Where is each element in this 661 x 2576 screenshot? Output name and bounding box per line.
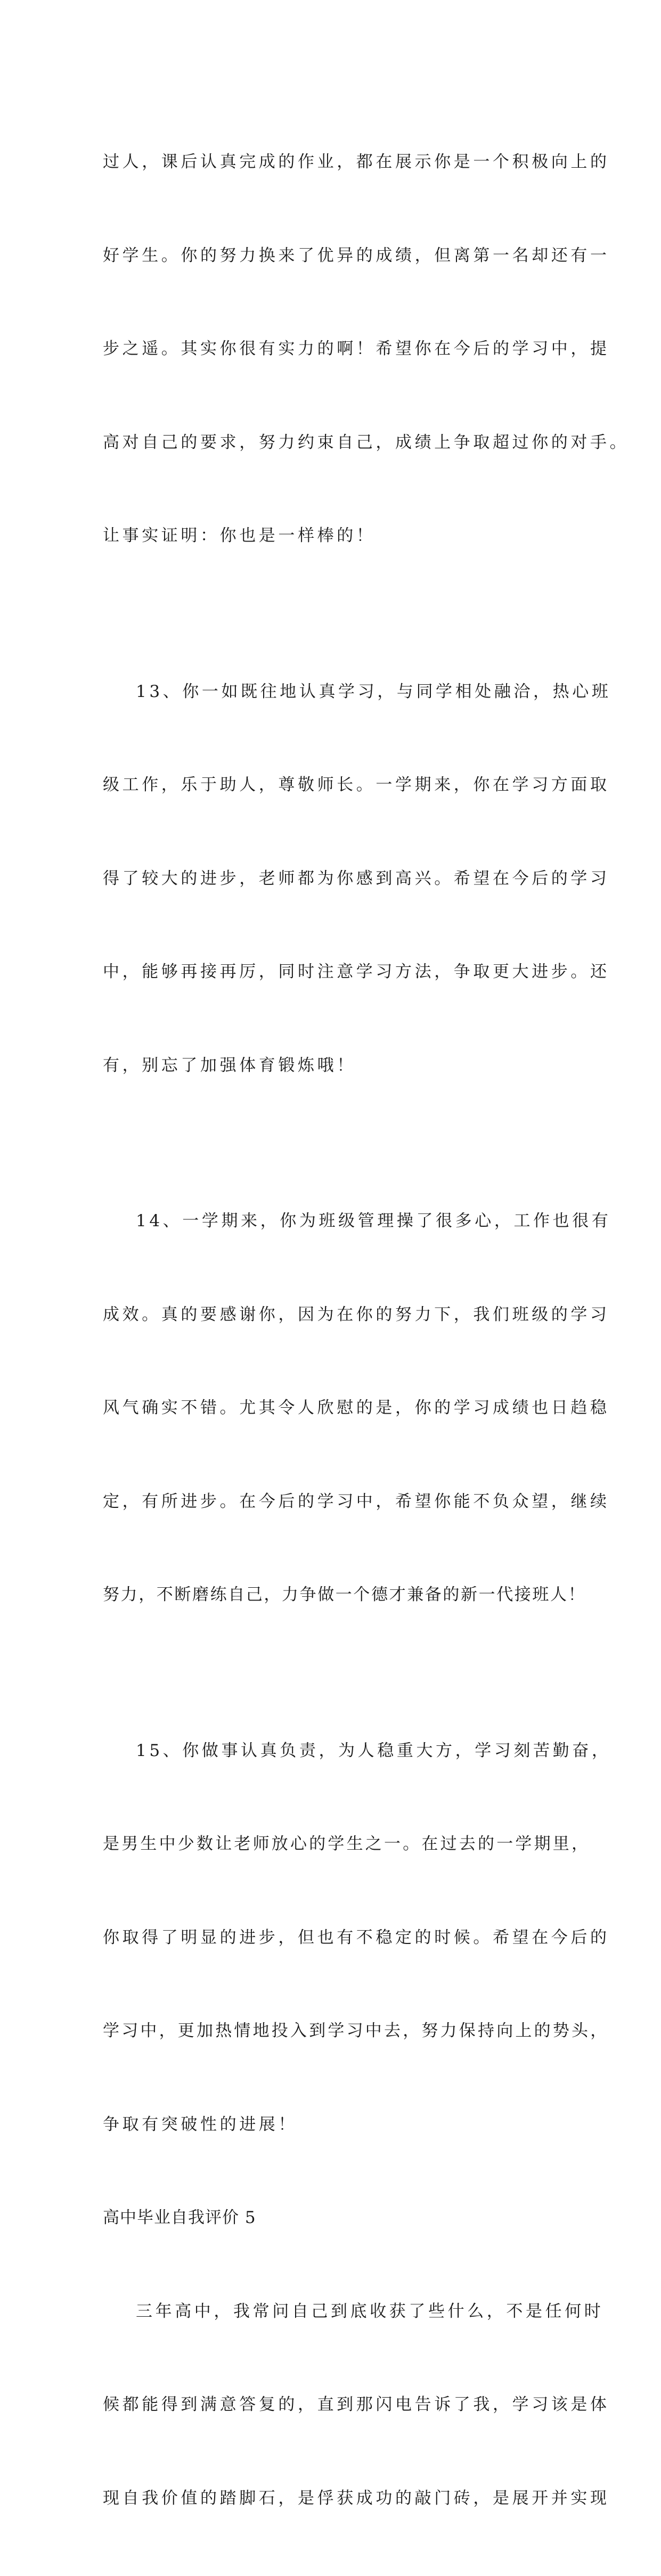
paragraph-13 [103,614,566,1144]
paragraph-self-evaluation [103,2234,566,2576]
text-line: 得了较大的进步，老师都为你感到高兴。希望在今后的学习 [103,863,566,895]
heading-text: 高中毕业自我评价 5 [103,2202,566,2234]
text-line: 成效。真的要感谢你，因为在你的努力下，我们班级的学习 [103,1299,566,1331]
section-heading [103,2202,566,2234]
text-line: 高对自己的要求，努力约束自己，成绩上争取超过你的对手。 [103,427,566,458]
paragraph-14 [103,1143,566,1673]
text-line: 级工作，乐于助人，尊敬师长。一学期来，你在学习方面取 [103,769,566,801]
text-line: 14、一学期来，你为班级管理操了很多心，工作也很有 [103,1205,566,1237]
text-line: 好学生。你的努力换来了优异的成绩，但离第一名却还有一 [103,240,566,272]
text-line: 学习中，更加热情地投入到学习中去，努力保持向上的势头， [103,2015,566,2047]
text-line: 13、你一如既往地认真学习，与同学相处融洽，热心班 [103,676,566,708]
text-line: 争取有突破性的进展！ [103,2109,566,2140]
text-line: 你取得了明显的进步，但也有不稳定的时候。希望在今后的 [103,1922,566,1954]
document-page [0,0,661,934]
text-line: 中，能够再接再厉，同时注意学习方法，争取更大进步。还 [103,956,566,988]
text-line: 步之遥。其实你很有实力的啊！希望你在今后的学习中，提 [103,333,566,365]
text-line: 让事实证明：你也是一样棒的！ [103,520,566,552]
text-line: 现自我价值的踏脚石，是俘获成功的敲门砖，是展开并实现 [103,2483,566,2514]
text-line: 定，有所进步。在今后的学习中，希望你能不负众望，继续 [103,1486,566,1517]
document-body [103,84,566,2576]
text-line: 候都能得到满意答复的，直到那闪电告诉了我，学习该是体 [103,2389,566,2421]
text-line: 有，别忘了加强体育锻炼哦！ [103,1050,566,1081]
text-line: 过人，课后认真完成的作业，都在展示你是一个积极向上的 [103,146,566,178]
text-line: 是男生中少数让老师放心的学生之一。在过去的一学期里， [103,1828,566,1860]
paragraph-15 [103,1673,566,2203]
text-line: 三年高中，我常问自己到底收获了些什么，不是任何时 [103,2296,566,2327]
text-line: 风气确实不错。尤其令人欣慰的是，你的学习成绩也日趋稳 [103,1392,566,1424]
text-line: 努力，不断磨练自己，力争做一个德才兼备的新一代接班人！ [103,1579,566,1611]
paragraph-12-continued [103,84,566,614]
text-line: 15、你做事认真负责，为人稳重大方，学习刻苦勤奋， [103,1735,566,1767]
